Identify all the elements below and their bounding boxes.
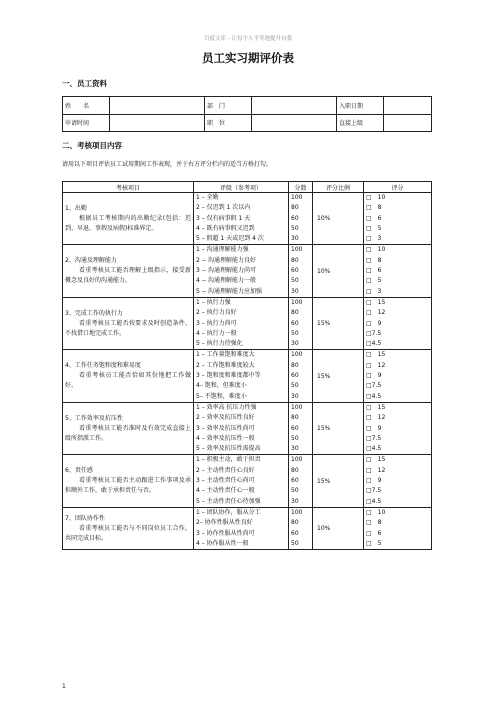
assessment-item-description: 看重考核员工能否按要求及时创造条件、不找借口地完成工作。 (65, 319, 191, 337)
rating-level: 3 – 仅有病事假 1 天 (196, 214, 251, 222)
rating-checkbox[interactable]: □ 8 (366, 204, 382, 212)
assessment-item-cell (63, 193, 194, 245)
weight-cell: 10% (313, 193, 364, 245)
assessment-item-name: 2、沟通及理解能力 (65, 257, 117, 265)
page-number: 1 (62, 683, 66, 690)
rating-checkbox[interactable]: □ 10 (366, 194, 386, 201)
assessment-row (63, 297, 432, 349)
rating-level: 4 -- 沟通理解能力一般 (196, 277, 256, 285)
rating-checkbox-cell (364, 507, 432, 549)
assessment-instructions: 请用以下项目评估员工试用期间工作表现，并于右方评分栏内的适当方格打勾。 (62, 161, 273, 168)
label-name: 姓 名 (63, 97, 110, 115)
scores-cell (289, 507, 313, 549)
page-title: 员工实习期评价表 (202, 51, 294, 65)
label-supervisor: 直接上级 (337, 114, 384, 132)
employee-info-table (62, 96, 432, 132)
assessment-header-row (63, 182, 432, 193)
rating-checkbox[interactable]: □ 5 (366, 539, 382, 547)
assessment-item-description: 看重考核员工能否恰如其份地把工作做好。 (65, 372, 191, 390)
weight-cell: 10% (313, 507, 364, 549)
section-assessment-title: 二、考核项目内容 (62, 141, 122, 150)
rating-checkbox[interactable]: □ 15 (366, 403, 386, 411)
rating-checkbox[interactable]: □ 12 (366, 361, 386, 369)
header-rating-reference: 评级（参考项） (194, 182, 289, 193)
assessment-item-description: 根据员工考核期内的出勤纪录(包括：迟到、早退、事假及病假)标准界定。 (65, 214, 191, 232)
assessment-item-description: 看重考核员工能否理解上级指示，接受新概念及良好的沟通能力。 (65, 267, 191, 285)
rating-level: 3 – 执行力尚可 (196, 319, 237, 327)
rating-level: 2 – 效率及抗压性良好 (196, 414, 255, 422)
score-value: 60 (291, 267, 299, 275)
score-value: 50 (291, 277, 299, 285)
rating-checkbox[interactable]: □7.5 (366, 434, 382, 442)
rating-level: 2 – 执行力良好 (196, 309, 237, 317)
weight-cell: 15% (313, 297, 364, 349)
assessment-item-cell (63, 297, 194, 349)
rating-level: 3 – 主动性责任心尚可 (196, 477, 255, 485)
assessment-item-description: 看重考核员工能否准时及有效完成直接上级所指派工作。 (65, 424, 191, 442)
rating-level: 5 – 效率及抗压性需提高 (196, 445, 261, 453)
score-value: 100 (291, 246, 303, 254)
score-value: 30 (291, 235, 299, 243)
score-value: 80 (291, 414, 299, 422)
field-name[interactable] (110, 97, 205, 115)
assessment-item-name: 4、工作任务饱和度和难易度 (65, 362, 141, 370)
label-apply-time: 申请时间 (63, 114, 110, 132)
assessment-item-cell (63, 350, 194, 402)
rating-checkbox[interactable]: □ 12 (366, 309, 386, 317)
rating-checkbox[interactable]: □ 15 (366, 456, 386, 464)
rating-checkbox[interactable]: □ 3 (366, 287, 382, 295)
rating-checkbox-cell (364, 455, 432, 507)
rating-checkbox[interactable]: □ 9 (366, 372, 382, 380)
rating-level: 4 – 效率及抗压性一般 (196, 434, 255, 442)
scores-cell (289, 402, 313, 454)
label-department: 部 门 (205, 97, 252, 115)
score-value: 80 (291, 256, 299, 264)
rating-level: 5 – 假超 1 天或迟到 4 次 (196, 235, 264, 243)
rating-levels-cell (194, 350, 289, 402)
rating-level: 3 – 协作性服从性尚可 (196, 529, 255, 537)
score-value: 80 (291, 361, 299, 369)
score-value: 80 (291, 309, 299, 317)
scores-cell (289, 350, 313, 402)
score-value: 100 (291, 456, 303, 464)
header-rating: 评分 (364, 182, 432, 193)
rating-checkbox[interactable]: □ 9 (366, 477, 382, 485)
assessment-row (63, 193, 432, 245)
section-employee-info-title: 一、员工资料 (62, 79, 107, 88)
rating-checkbox[interactable]: □ 15 (366, 351, 386, 359)
rating-levels-cell (194, 507, 289, 549)
assessment-row (63, 455, 432, 507)
rating-levels-cell (194, 193, 289, 245)
scores-cell (289, 455, 313, 507)
rating-checkbox[interactable]: □ 10 (366, 508, 386, 516)
rating-checkbox[interactable]: □ 12 (366, 466, 386, 474)
score-value: 30 (291, 340, 299, 348)
rating-checkbox[interactable]: □ 12 (366, 414, 386, 422)
header-item: 考核项目 (63, 182, 194, 193)
field-hire-date[interactable] (384, 97, 432, 115)
rating-level: 4– 饱和，但难度小 (196, 382, 247, 390)
rating-levels-cell (194, 297, 289, 349)
assessment-row (63, 402, 432, 454)
rating-checkbox-cell (364, 193, 432, 245)
rating-level: 2 – 主动性责任心良好 (196, 466, 255, 474)
weight-cell: 15% (313, 350, 364, 402)
label-position: 职 位 (205, 114, 252, 132)
field-apply-time[interactable] (110, 114, 205, 132)
rating-level: 1 – 执行力强 (196, 298, 231, 306)
weight-cell: 10% (313, 245, 364, 297)
page-header-note: 百度文库 - 让每个人平等地提升自我 (204, 36, 292, 42)
score-value: 60 (291, 529, 299, 537)
score-value: 100 (291, 508, 303, 516)
rating-level: 3 – 效率及抗压性尚可 (196, 424, 255, 432)
rating-level: 2– 协作性服从性良好 (196, 519, 253, 527)
assessment-item-name: 1、出勤 (65, 204, 87, 212)
assessment-row (63, 350, 432, 402)
rating-checkbox-cell (364, 297, 432, 349)
score-value: 50 (291, 539, 299, 547)
rating-levels-cell (194, 455, 289, 507)
score-value: 80 (291, 204, 299, 212)
score-value: 60 (291, 214, 299, 222)
rating-checkbox[interactable]: □4.5 (366, 497, 382, 505)
score-value: 60 (291, 477, 299, 485)
assessment-item-description: 看重考核员工能否主动跟进工作事项及承担额外工作，敢于承担责任与否。 (65, 477, 191, 495)
rating-level: 3 – 饱和度和难度都中等 (196, 372, 261, 380)
rating-checkbox[interactable]: □4.5 (366, 340, 382, 348)
rating-checkbox[interactable]: □7.5 (366, 487, 382, 495)
info-row (63, 97, 432, 115)
rating-checkbox[interactable]: □ 8 (366, 519, 382, 527)
header-score: 分数 (289, 182, 313, 193)
score-value: 60 (291, 319, 299, 327)
rating-checkbox-cell (364, 245, 432, 297)
rating-level: 4 – 协作服从性一般 (196, 539, 249, 547)
rating-level: 2 -- 沟通理解能力良好 (196, 256, 256, 264)
rating-checkbox[interactable]: □ 10 (366, 246, 386, 254)
score-value: 50 (291, 329, 299, 337)
assessment-item-name: 7、团队协作性 (65, 514, 105, 522)
assessment-item-cell (63, 455, 194, 507)
score-value: 50 (291, 434, 299, 442)
score-value: 50 (291, 487, 299, 495)
rating-level: 1 – 积极主动，敢于担责 (196, 456, 261, 464)
rating-checkbox[interactable]: □ 9 (366, 319, 382, 327)
score-value: 100 (291, 298, 303, 306)
assessment-item-description: 看重考核员工能否与不同岗位员工合作，共同完成目标。 (65, 524, 191, 542)
rating-level: 1 – 全勤 (196, 194, 219, 201)
weight-cell: 15% (313, 402, 364, 454)
score-value: 100 (291, 403, 303, 411)
rating-checkbox[interactable]: □ 8 (366, 256, 382, 264)
scores-cell (289, 297, 313, 349)
score-value: 50 (291, 224, 299, 232)
assessment-item-cell (63, 402, 194, 454)
assessment-item-name: 5、工作效率及抗压性 (65, 414, 123, 422)
score-value: 100 (291, 351, 303, 359)
score-value: 30 (291, 445, 299, 453)
rating-checkbox-cell (364, 402, 432, 454)
rating-level: 5 -- 沟通理解能力应加强 (196, 287, 262, 295)
rating-levels-cell (194, 402, 289, 454)
rating-checkbox[interactable]: □7.5 (366, 382, 382, 390)
rating-level: 2 – 仅迟到 1 次以内 (196, 204, 251, 212)
rating-checkbox[interactable]: □ 6 (366, 529, 382, 537)
assessment-item-cell (63, 507, 194, 549)
assessment-row (63, 245, 432, 297)
rating-checkbox[interactable]: □ 5 (366, 277, 382, 285)
rating-level: 2 – 工作饱和难度较大 (196, 361, 255, 369)
rating-checkbox[interactable]: □4.5 (366, 445, 382, 453)
header-weight: 评分比例 (313, 182, 364, 193)
rating-checkbox[interactable]: □4.5 (366, 392, 382, 400)
rating-level: 4 – 执行力一般 (196, 329, 237, 337)
assessment-item-name: 3、完成工作的执行力 (65, 309, 123, 317)
scores-cell (289, 245, 313, 297)
rating-checkbox-cell (364, 350, 432, 402)
rating-level: 5– 不饱和，难度小 (196, 392, 247, 400)
score-value: 30 (291, 497, 299, 505)
rating-level: 1 – 效率高 抗压力性强 (196, 403, 257, 411)
score-value: 30 (291, 287, 299, 295)
score-value: 50 (291, 382, 299, 390)
rating-level: 3 -- 沟通理解能力尚可 (196, 267, 256, 275)
rating-level: 1 – 团队协作，服从分工 (196, 508, 261, 516)
rating-level: 5 – 主动性责任心待加强 (196, 497, 261, 505)
rating-level: 5 – 执行力待强化 (196, 340, 243, 348)
rating-level: 4 – 既有病事假又迟到 (196, 224, 255, 232)
score-value: 100 (291, 194, 303, 201)
rating-level: 1 – 沟通理解能力强 (196, 246, 249, 254)
rating-checkbox[interactable]: □ 6 (366, 267, 382, 275)
info-row (63, 114, 432, 132)
weight-cell: 15% (313, 455, 364, 507)
assessment-row (63, 507, 432, 549)
rating-checkbox[interactable]: □ 9 (366, 424, 382, 432)
field-department[interactable] (252, 97, 337, 115)
score-value: 30 (291, 392, 299, 400)
rating-checkbox[interactable]: □7.5 (366, 329, 382, 337)
field-position[interactable] (252, 114, 337, 132)
label-hire-date: 入职日期 (337, 97, 384, 115)
rating-checkbox[interactable]: □ 3 (366, 235, 382, 243)
score-value: 80 (291, 519, 299, 527)
rating-checkbox[interactable]: □ 5 (366, 224, 382, 232)
rating-checkbox[interactable]: □ 6 (366, 214, 382, 222)
score-value: 80 (291, 466, 299, 474)
score-value: 60 (291, 372, 299, 380)
score-value: 60 (291, 424, 299, 432)
rating-level: 1 – 工作量饱和难度大 (196, 351, 255, 359)
field-supervisor[interactable] (384, 114, 432, 132)
assessment-table (62, 181, 432, 550)
scores-cell (289, 193, 313, 245)
rating-level: 4 – 主动性责任心一般 (196, 487, 255, 495)
assessment-item-cell (63, 245, 194, 297)
assessment-item-name: 6、责任感 (65, 467, 93, 475)
rating-levels-cell (194, 245, 289, 297)
rating-checkbox[interactable]: □ 15 (366, 298, 386, 306)
